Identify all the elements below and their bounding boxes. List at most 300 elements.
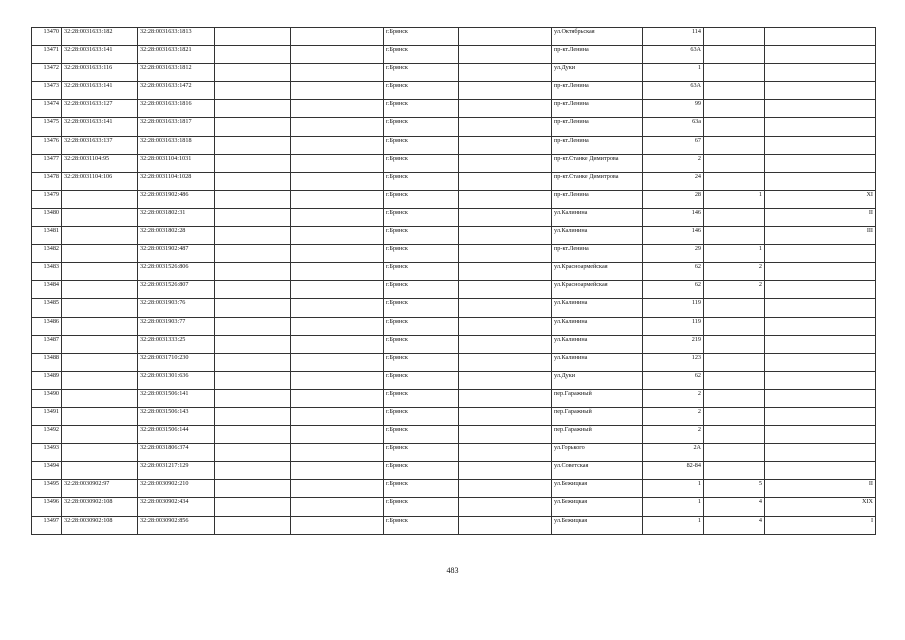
empty-cell [215, 335, 291, 353]
empty-cell [459, 516, 552, 534]
table-row [32, 172, 876, 190]
city-cell: г.Брянск [384, 281, 459, 299]
cadastral-number-cell: 32:28:0031526:807 [138, 281, 215, 299]
previous-cadastral-number-cell [62, 281, 138, 299]
room-number-cell [765, 444, 876, 462]
table-row [32, 353, 876, 371]
house-number-cell: 62 [643, 371, 704, 389]
previous-cadastral-number-cell: 32:28:0031633:137 [62, 136, 138, 154]
cadastral-number-cell: 32:28:0031806:374 [138, 444, 215, 462]
street-cell: пр-кт.Ленина [552, 100, 643, 118]
street-cell: пер.Гаражный [552, 389, 643, 407]
street-cell: ул.Бежицкая [552, 498, 643, 516]
city-cell: г.Брянск [384, 118, 459, 136]
empty-cell [459, 82, 552, 100]
room-number-cell [765, 335, 876, 353]
empty-cell [215, 208, 291, 226]
empty-cell [291, 353, 384, 371]
empty-cell [215, 46, 291, 64]
flat-number-cell: 2 [704, 281, 765, 299]
empty-cell [459, 28, 552, 46]
empty-cell [459, 136, 552, 154]
row-number-cell: 13482 [32, 245, 62, 263]
flat-number-cell [704, 154, 765, 172]
flat-number-cell: 5 [704, 480, 765, 498]
empty-cell [215, 389, 291, 407]
house-number-cell: 62 [643, 263, 704, 281]
empty-cell [459, 444, 552, 462]
empty-cell [291, 462, 384, 480]
previous-cadastral-number-cell: 32:28:0031633:141 [62, 82, 138, 100]
table-row [32, 371, 876, 389]
street-cell: ул.Дуки [552, 371, 643, 389]
street-cell: ул.Бежицкая [552, 516, 643, 534]
city-cell: г.Брянск [384, 299, 459, 317]
empty-cell [291, 516, 384, 534]
cadastral-number-cell: 32:28:0031710:230 [138, 353, 215, 371]
flat-number-cell [704, 82, 765, 100]
flat-number-cell [704, 335, 765, 353]
empty-cell [459, 172, 552, 190]
cadastral-number-cell: 32:28:0031104:1028 [138, 172, 215, 190]
house-number-cell: 24 [643, 172, 704, 190]
room-number-cell: III [765, 227, 876, 245]
table-row [32, 263, 876, 281]
city-cell: г.Брянск [384, 172, 459, 190]
city-cell: г.Брянск [384, 263, 459, 281]
street-cell: пер.Гаражный [552, 426, 643, 444]
room-number-cell [765, 136, 876, 154]
empty-cell [459, 46, 552, 64]
table-body [32, 28, 876, 535]
empty-cell [291, 245, 384, 263]
row-number-cell: 13473 [32, 82, 62, 100]
street-cell: ул.Советская [552, 462, 643, 480]
house-number-cell: 1 [643, 480, 704, 498]
previous-cadastral-number-cell [62, 227, 138, 245]
flat-number-cell [704, 407, 765, 425]
cadastral-number-cell: 32:28:0031217:129 [138, 462, 215, 480]
room-number-cell: I [765, 516, 876, 534]
empty-cell [215, 100, 291, 118]
city-cell: г.Брянск [384, 480, 459, 498]
previous-cadastral-number-cell [62, 426, 138, 444]
room-number-cell [765, 299, 876, 317]
empty-cell [459, 335, 552, 353]
table-row [32, 245, 876, 263]
city-cell: г.Брянск [384, 227, 459, 245]
room-number-cell: II [765, 480, 876, 498]
flat-number-cell [704, 227, 765, 245]
street-cell: ул.Красноармейская [552, 281, 643, 299]
empty-cell [459, 100, 552, 118]
row-number-cell: 13475 [32, 118, 62, 136]
city-cell: г.Брянск [384, 462, 459, 480]
previous-cadastral-number-cell: 32:28:0030902:97 [62, 480, 138, 498]
empty-cell [459, 389, 552, 407]
empty-cell [215, 227, 291, 245]
empty-cell [291, 426, 384, 444]
city-cell: г.Брянск [384, 136, 459, 154]
empty-cell [459, 208, 552, 226]
flat-number-cell [704, 444, 765, 462]
table-row [32, 190, 876, 208]
previous-cadastral-number-cell: 32:28:0031633:116 [62, 64, 138, 82]
street-cell: ул.Горького [552, 444, 643, 462]
row-number-cell: 13476 [32, 136, 62, 154]
table-row [32, 407, 876, 425]
empty-cell [291, 389, 384, 407]
previous-cadastral-number-cell [62, 462, 138, 480]
city-cell: г.Брянск [384, 353, 459, 371]
cadastral-number-cell: 32:28:0031633:1472 [138, 82, 215, 100]
house-number-cell: 99 [643, 100, 704, 118]
previous-cadastral-number-cell [62, 299, 138, 317]
empty-cell [215, 154, 291, 172]
empty-cell [291, 444, 384, 462]
house-number-cell: 219 [643, 335, 704, 353]
empty-cell [215, 317, 291, 335]
flat-number-cell: 4 [704, 498, 765, 516]
flat-number-cell: 1 [704, 190, 765, 208]
room-number-cell: XI [765, 190, 876, 208]
table-row [32, 100, 876, 118]
empty-cell [215, 263, 291, 281]
flat-number-cell [704, 64, 765, 82]
table-row [32, 227, 876, 245]
house-number-cell: 1 [643, 64, 704, 82]
empty-cell [215, 516, 291, 534]
empty-cell [459, 407, 552, 425]
room-number-cell [765, 46, 876, 64]
house-number-cell: 2 [643, 426, 704, 444]
street-cell: ул.Бежицкая [552, 480, 643, 498]
street-cell: ул.Калинина [552, 208, 643, 226]
row-number-cell: 13481 [32, 227, 62, 245]
city-cell: г.Брянск [384, 190, 459, 208]
empty-cell [459, 245, 552, 263]
table-row [32, 281, 876, 299]
city-cell: г.Брянск [384, 335, 459, 353]
cadastral-number-cell: 32:28:0030902:434 [138, 498, 215, 516]
empty-cell [459, 317, 552, 335]
row-number-cell: 13484 [32, 281, 62, 299]
empty-cell [215, 462, 291, 480]
previous-cadastral-number-cell: 32:28:0031633:141 [62, 46, 138, 64]
empty-cell [215, 136, 291, 154]
row-number-cell: 13479 [32, 190, 62, 208]
table-row [32, 154, 876, 172]
empty-cell [215, 426, 291, 444]
previous-cadastral-number-cell: 32:28:0031104:95 [62, 154, 138, 172]
city-cell: г.Брянск [384, 245, 459, 263]
empty-cell [459, 118, 552, 136]
cadastral-number-cell: 32:28:0031506:144 [138, 426, 215, 444]
empty-cell [291, 299, 384, 317]
empty-cell [291, 28, 384, 46]
room-number-cell [765, 64, 876, 82]
empty-cell [291, 154, 384, 172]
house-number-cell: 146 [643, 208, 704, 226]
row-number-cell: 13491 [32, 407, 62, 425]
row-number-cell: 13470 [32, 28, 62, 46]
flat-number-cell [704, 353, 765, 371]
house-number-cell: 146 [643, 227, 704, 245]
empty-cell [215, 172, 291, 190]
cadastral-number-cell: 32:28:0031903:77 [138, 317, 215, 335]
flat-number-cell [704, 317, 765, 335]
table-row [32, 118, 876, 136]
previous-cadastral-number-cell: 32:28:0030902:108 [62, 516, 138, 534]
empty-cell [215, 245, 291, 263]
empty-cell [291, 407, 384, 425]
street-cell: ул.Калинина [552, 227, 643, 245]
empty-cell [459, 299, 552, 317]
table-row [32, 335, 876, 353]
empty-cell [291, 480, 384, 498]
previous-cadastral-number-cell [62, 317, 138, 335]
empty-cell [215, 281, 291, 299]
empty-cell [459, 371, 552, 389]
cadastral-number-cell: 32:28:0031903:76 [138, 299, 215, 317]
street-cell: пер.Гаражный [552, 407, 643, 425]
previous-cadastral-number-cell [62, 208, 138, 226]
house-number-cell: 63А [643, 46, 704, 64]
flat-number-cell [704, 118, 765, 136]
street-cell: пр-кт.Ленина [552, 245, 643, 263]
room-number-cell [765, 281, 876, 299]
cadastral-number-cell: 32:28:0031506:143 [138, 407, 215, 425]
empty-cell [459, 64, 552, 82]
row-number-cell: 13478 [32, 172, 62, 190]
cadastral-number-cell: 32:28:0031802:31 [138, 208, 215, 226]
street-cell: ул.Калинина [552, 317, 643, 335]
empty-cell [291, 172, 384, 190]
previous-cadastral-number-cell [62, 371, 138, 389]
house-number-cell: 29 [643, 245, 704, 263]
city-cell: г.Брянск [384, 64, 459, 82]
house-number-cell: 114 [643, 28, 704, 46]
street-cell: пр-кт.Ленина [552, 136, 643, 154]
previous-cadastral-number-cell [62, 245, 138, 263]
empty-cell [291, 227, 384, 245]
flat-number-cell [704, 462, 765, 480]
empty-cell [459, 281, 552, 299]
flat-number-cell [704, 389, 765, 407]
table-row [32, 516, 876, 534]
flat-number-cell [704, 299, 765, 317]
house-number-cell: 28 [643, 190, 704, 208]
empty-cell [459, 353, 552, 371]
street-cell: ул.Дуки [552, 64, 643, 82]
cadastral-number-cell: 32:28:0031902:486 [138, 190, 215, 208]
row-number-cell: 13487 [32, 335, 62, 353]
empty-cell [215, 190, 291, 208]
empty-cell [215, 64, 291, 82]
empty-cell [459, 227, 552, 245]
cadastral-number-cell: 32:28:0030902:856 [138, 516, 215, 534]
page-number: 483 [446, 566, 459, 575]
room-number-cell [765, 154, 876, 172]
empty-cell [291, 371, 384, 389]
row-number-cell: 13497 [32, 516, 62, 534]
row-number-cell: 13471 [32, 46, 62, 64]
cadastral-number-cell: 32:28:0030902:210 [138, 480, 215, 498]
empty-cell [215, 28, 291, 46]
table-row [32, 82, 876, 100]
table-row [32, 136, 876, 154]
city-cell: г.Брянск [384, 407, 459, 425]
empty-cell [215, 480, 291, 498]
row-number-cell: 13492 [32, 426, 62, 444]
street-cell: пр-кт.Ленина [552, 46, 643, 64]
empty-cell [291, 136, 384, 154]
empty-cell [215, 82, 291, 100]
city-cell: г.Брянск [384, 371, 459, 389]
table-row [32, 46, 876, 64]
cadastral-number-cell: 32:28:0031301:636 [138, 371, 215, 389]
table-row [32, 64, 876, 82]
row-number-cell: 13496 [32, 498, 62, 516]
city-cell: г.Брянск [384, 317, 459, 335]
room-number-cell: XIX [765, 498, 876, 516]
cadastral-number-cell: 32:28:0031633:1818 [138, 136, 215, 154]
row-number-cell: 13490 [32, 389, 62, 407]
street-cell: пр-кт.Ленина [552, 190, 643, 208]
row-number-cell: 13485 [32, 299, 62, 317]
previous-cadastral-number-cell: 32:28:0031104:106 [62, 172, 138, 190]
flat-number-cell: 1 [704, 245, 765, 263]
cadastral-number-cell: 32:28:0031633:1813 [138, 28, 215, 46]
street-cell: пр-кт.Станке Димитрова [552, 172, 643, 190]
city-cell: г.Брянск [384, 516, 459, 534]
previous-cadastral-number-cell [62, 263, 138, 281]
flat-number-cell [704, 136, 765, 154]
room-number-cell [765, 353, 876, 371]
table-row [32, 28, 876, 46]
empty-cell [459, 480, 552, 498]
empty-cell [459, 190, 552, 208]
house-number-cell: 82-84 [643, 462, 704, 480]
previous-cadastral-number-cell [62, 389, 138, 407]
empty-cell [291, 190, 384, 208]
street-cell: пр-кт.Ленина [552, 118, 643, 136]
table-row [32, 480, 876, 498]
room-number-cell [765, 371, 876, 389]
row-number-cell: 13486 [32, 317, 62, 335]
table-row [32, 444, 876, 462]
city-cell: г.Брянск [384, 498, 459, 516]
empty-cell [459, 426, 552, 444]
city-cell: г.Брянск [384, 389, 459, 407]
room-number-cell [765, 82, 876, 100]
cadastral-number-cell: 32:28:0031506:141 [138, 389, 215, 407]
house-number-cell: 2А [643, 444, 704, 462]
cadastral-number-cell: 32:28:0031633:1817 [138, 118, 215, 136]
house-number-cell: 2 [643, 389, 704, 407]
room-number-cell [765, 172, 876, 190]
previous-cadastral-number-cell: 32:28:0031633:141 [62, 118, 138, 136]
cadastral-number-cell: 32:28:0031104:1031 [138, 154, 215, 172]
empty-cell [291, 82, 384, 100]
room-number-cell [765, 263, 876, 281]
city-cell: г.Брянск [384, 28, 459, 46]
room-number-cell: II [765, 208, 876, 226]
row-number-cell: 13495 [32, 480, 62, 498]
house-number-cell: 119 [643, 299, 704, 317]
empty-cell [459, 498, 552, 516]
flat-number-cell [704, 208, 765, 226]
empty-cell [215, 444, 291, 462]
room-number-cell [765, 100, 876, 118]
empty-cell [215, 353, 291, 371]
street-cell: пр-кт.Станке Димитрова [552, 154, 643, 172]
previous-cadastral-number-cell [62, 335, 138, 353]
previous-cadastral-number-cell [62, 407, 138, 425]
house-number-cell: 1 [643, 516, 704, 534]
flat-number-cell: 2 [704, 263, 765, 281]
row-number-cell: 13472 [32, 64, 62, 82]
flat-number-cell [704, 100, 765, 118]
city-cell: г.Брянск [384, 444, 459, 462]
empty-cell [459, 154, 552, 172]
table-row [32, 317, 876, 335]
room-number-cell [765, 28, 876, 46]
table-row [32, 389, 876, 407]
table-row [32, 299, 876, 317]
registry-table [31, 27, 876, 535]
empty-cell [291, 335, 384, 353]
street-cell: ул.Калинина [552, 335, 643, 353]
flat-number-cell [704, 172, 765, 190]
cadastral-number-cell: 32:28:0031526:806 [138, 263, 215, 281]
empty-cell [215, 118, 291, 136]
cadastral-number-cell: 32:28:0031333:25 [138, 335, 215, 353]
cadastral-number-cell: 32:28:0031633:1821 [138, 46, 215, 64]
room-number-cell [765, 407, 876, 425]
table-row [32, 498, 876, 516]
empty-cell [291, 498, 384, 516]
row-number-cell: 13489 [32, 371, 62, 389]
flat-number-cell [704, 46, 765, 64]
street-cell: ул.Калинина [552, 299, 643, 317]
street-cell: ул.Октябрьская [552, 28, 643, 46]
flat-number-cell: 4 [704, 516, 765, 534]
empty-cell [215, 407, 291, 425]
street-cell: пр-кт.Ленина [552, 82, 643, 100]
empty-cell [291, 100, 384, 118]
empty-cell [291, 208, 384, 226]
empty-cell [459, 263, 552, 281]
empty-cell [291, 118, 384, 136]
city-cell: г.Брянск [384, 154, 459, 172]
previous-cadastral-number-cell [62, 444, 138, 462]
house-number-cell: 119 [643, 317, 704, 335]
row-number-cell: 13477 [32, 154, 62, 172]
empty-cell [291, 317, 384, 335]
previous-cadastral-number-cell [62, 190, 138, 208]
empty-cell [215, 299, 291, 317]
empty-cell [291, 46, 384, 64]
table-row [32, 426, 876, 444]
row-number-cell: 13488 [32, 353, 62, 371]
city-cell: г.Брянск [384, 100, 459, 118]
city-cell: г.Брянск [384, 82, 459, 100]
empty-cell [215, 498, 291, 516]
house-number-cell: 1 [643, 498, 704, 516]
house-number-cell: 62 [643, 281, 704, 299]
row-number-cell: 13483 [32, 263, 62, 281]
